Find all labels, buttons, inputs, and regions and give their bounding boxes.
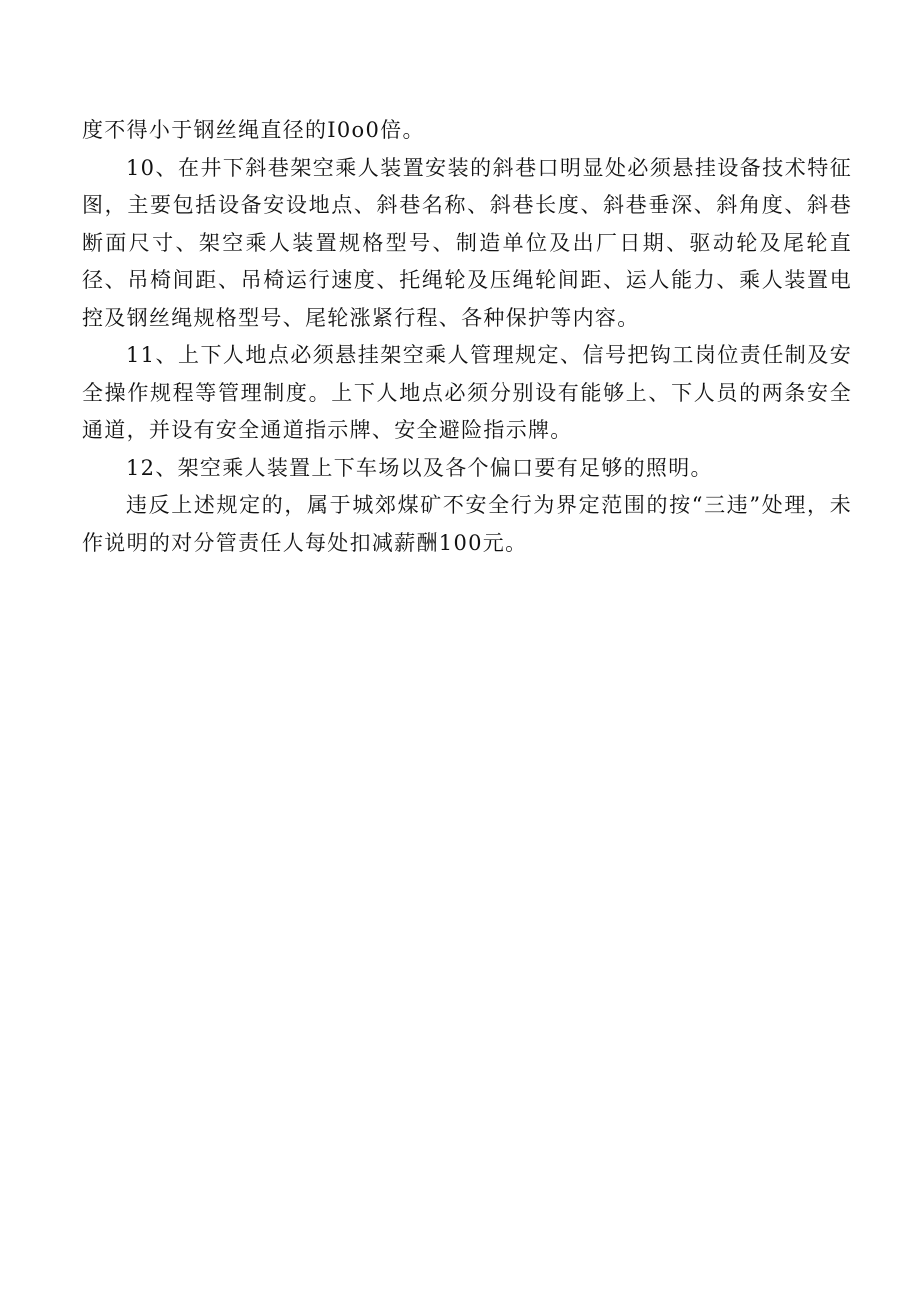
- document-body: [82, 112, 852, 562]
- paragraph-item-12: 12、架空乘人装置上下车场以及各个偏口要有足够的照明。: [126, 455, 713, 480]
- paragraph-item-11: 11、上下人地点必须悬挂架空乘人管理规定、信号把钩工岗位责任制及安全操作规程等管理制度。上下人地点必须分别设有能够上、下人员的两条安全通道，并设有安全通道指示牌、安全避险指示牌。: [82, 343, 852, 442]
- paragraph-continued: 度不得小于钢丝绳直径的I0o0倍。: [82, 118, 425, 142]
- paragraph-penalty: 违反上述规定的，属于城郊煤矿不安全行为界定范围的按“三违”处理，未作说明的对分管责任人每处扣减薪酬100元。: [82, 493, 852, 555]
- paragraph-item-10: 10、在井下斜巷架空乘人装置安装的斜巷口明显处必须悬挂设备技术特征图，主要包括设备安设地点、斜巷名称、斜巷长度、斜巷垂深、斜角度、斜巷断面尺寸、架空乘人装置规格型号、制造单位及出厂日期、驱动轮及尾轮直径、吊椅间距、吊椅运行速度、托绳轮及压绳轮间距、运人能力、乘人装置电控及钢丝绳规格型号、尾轮涨紧行程、各种保护等内容。: [82, 155, 852, 330]
